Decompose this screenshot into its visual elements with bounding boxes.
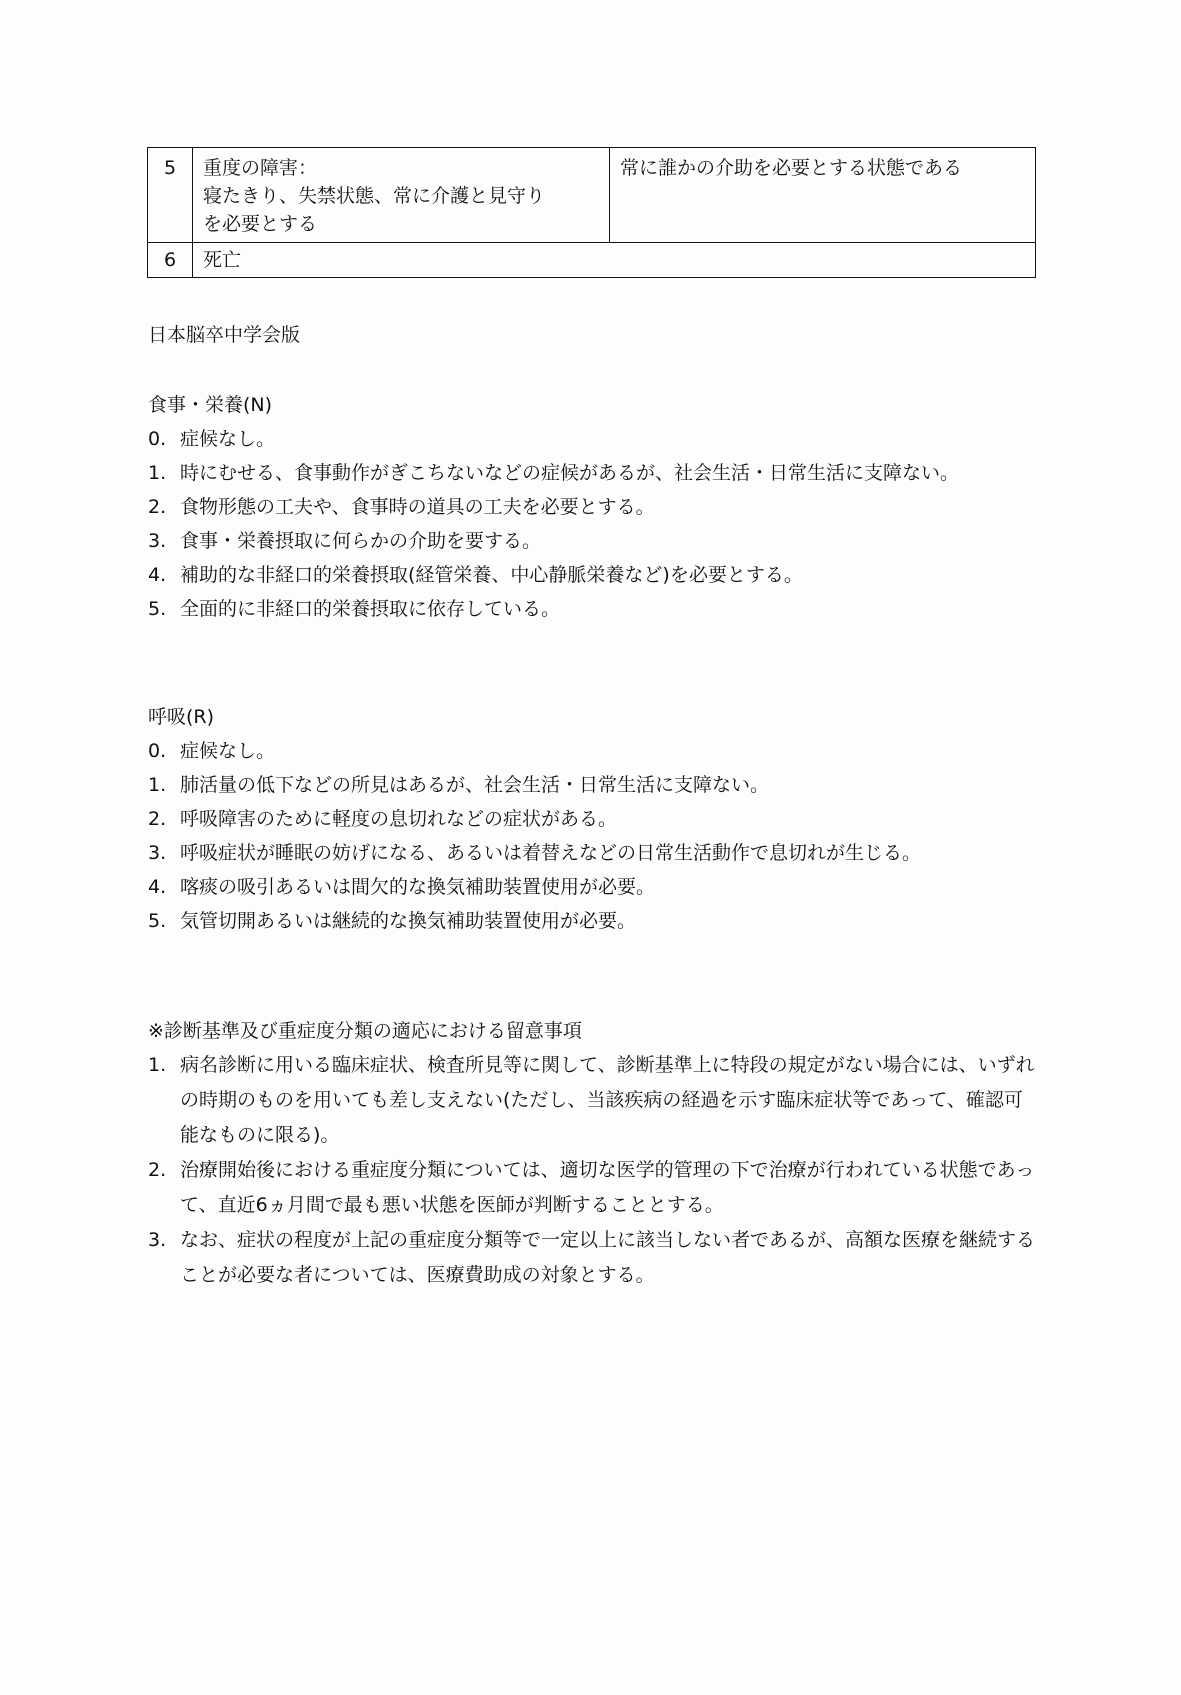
list-item — [148, 1153, 1038, 1223]
list-item — [148, 802, 1038, 836]
item-number: 3. — [148, 1229, 167, 1251]
item-text: 治療開始後における重症度分類については、適切な医学的管理の下で治療が行われている状態であって、直近6ヵ月間で最も悪い状態を医師が判断することとする。 — [180, 1159, 1035, 1216]
list-item — [148, 490, 1038, 524]
section-heading: 食事・栄養(N) — [148, 394, 273, 416]
description-cell: 死亡 — [193, 243, 1036, 278]
item-text: 気管切開あるいは継続的な換気補助装置使用が必要。 — [180, 910, 637, 932]
item-number: 0. — [148, 740, 167, 762]
item-text: なお、症状の程度が上記の重症度分類等で一定以上に該当しない者であるが、高額な医療を継続することが必要な者については、医療費助成の対象とする。 — [180, 1229, 1036, 1286]
list-item — [148, 422, 1038, 456]
source-label-text: 日本脳卒中学会版 — [148, 324, 301, 346]
item-text: 全面的に非経口的栄養摂取に依存している。 — [180, 598, 561, 620]
item-number: 5. — [148, 910, 167, 932]
item-text: 肺活量の低下などの所見はあるが、社会生活・日常生活に支障ない。 — [180, 774, 770, 796]
item-text: 呼吸症状が睡眠の妨げになる、あるいは着替えなどの日常生活動作で息切れが生じる。 — [180, 842, 922, 864]
item-number: 2. — [148, 496, 167, 518]
item-number: 5. — [148, 598, 167, 620]
table-row — [148, 148, 1036, 243]
description-cell — [193, 148, 610, 243]
item-number: 1. — [148, 462, 167, 484]
list-item — [148, 836, 1038, 870]
item-number: 3. — [148, 842, 167, 864]
item-number: 4. — [148, 876, 167, 898]
item-text: 食物形態の工夫や、食事時の道具の工夫を必要とする。 — [180, 496, 655, 518]
item-text: 喀痰の吸引あるいは間欠的な換気補助装置使用が必要。 — [180, 876, 656, 898]
list-item — [148, 558, 1038, 592]
list-item — [148, 1223, 1038, 1293]
list-item — [148, 768, 1038, 802]
item-text: 時にむせる、食事動作がぎこちないなどの症候があるが、社会生活・日常生活に支障ない。 — [180, 462, 960, 484]
nutrition-section — [148, 388, 1038, 626]
grade-cell: 6 — [148, 243, 193, 278]
note-cell: 常に誰かの介助を必要とする状態である — [610, 148, 1036, 243]
notes-section — [148, 1014, 1038, 1293]
item-text: 症候なし。 — [180, 740, 276, 762]
description-line: 寝たきり、失禁状態、常に介護と見守り — [203, 185, 546, 207]
section-heading: 呼吸(R) — [148, 706, 215, 728]
list-item — [148, 456, 1038, 490]
description-line: 重度の障害： — [203, 157, 318, 179]
item-number: 0. — [148, 428, 167, 450]
item-text: 呼吸障害のために軽度の息切れなどの症状がある。 — [180, 808, 618, 830]
item-number: 1. — [148, 1054, 167, 1076]
item-number: 1. — [148, 774, 167, 796]
item-text: 食事・栄養摂取に何らかの介助を要する。 — [180, 530, 542, 552]
respiration-section — [148, 700, 1038, 938]
source-label — [148, 318, 1038, 352]
grade-cell: 5 — [148, 148, 193, 243]
table-row — [148, 243, 1036, 278]
item-number: 4. — [148, 564, 167, 586]
list-item — [148, 592, 1038, 626]
item-text: 症候なし。 — [180, 428, 276, 450]
severity-table — [147, 147, 1036, 278]
description-line: を必要とする — [203, 213, 318, 235]
list-item — [148, 524, 1038, 558]
section-heading: ※診断基準及び重症度分類の適応における留意事項 — [148, 1020, 582, 1042]
item-text: 病名診断に用いる臨床症状、検査所見等に関して、診断基準上に特段の規定がない場合には、いずれの時期のものを用いても差し支えない(ただし、当該疾病の経過を示す臨床症状等であって、確認可能なものに限る)。 — [180, 1054, 1035, 1146]
item-number: 2. — [148, 808, 167, 830]
item-number: 2. — [148, 1159, 167, 1181]
list-item — [148, 870, 1038, 904]
list-item — [148, 904, 1038, 938]
list-item — [148, 734, 1038, 768]
list-item — [148, 1048, 1038, 1153]
item-text: 補助的な非経口的栄養摂取(経管栄養、中心静脈栄養など)を必要とする。 — [180, 564, 803, 586]
item-number: 3. — [148, 530, 167, 552]
